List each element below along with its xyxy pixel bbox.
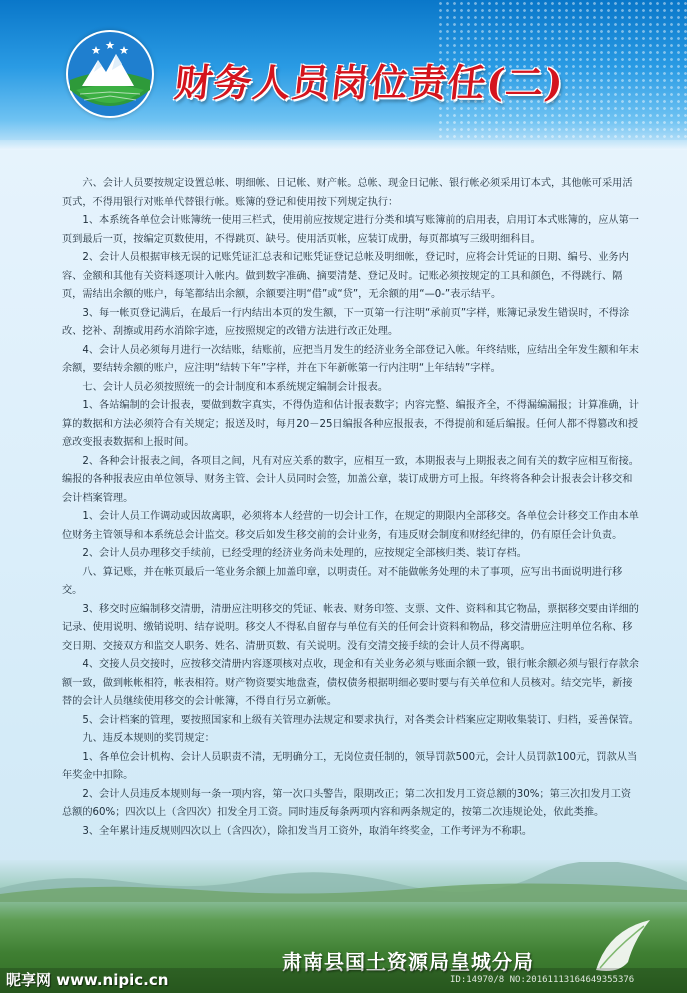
paragraph: 1、各单位会计机构、会计人员职责不清，无明确分工，无岗位责任制的，领导罚款500元，会计人员罚款100元，罚款从当年奖金中扣除。 (62, 751, 638, 781)
paragraph: 3、移交时应编制移交清册，清册应注明移交的凭证、帐表、财务印签、支票、文件、资料和其它物品，票据移交要由详细的记录、使用说明、缴销说明、结存说明。移交人不得私自留存与单位有关的任何会计资料和物品，移交清册应注明单位名称、移交日期、交接双方和监交人职务、姓名、清册页数、有关说明。没有交清交接手续的会计人员不得离职。 (62, 603, 639, 652)
paragraph: 七、会计人员必须按照统一的会计制度和本系统规定编制会计报表。 (82, 381, 389, 393)
paragraph: 六、会计人员要按规定设置总帐、明细帐、日记帐、财产帐。总帐、现金日记帐、银行帐必须采用订本式，其他帐可采用活页式，不得用银行对账单代替银行帐。账簿的登记和使用按下列规定执行： (62, 178, 633, 208)
paragraph: 2、各种会计报表之间，各项目之间，凡有对应关系的数字，应相互一致，本期报表与上期报表之间有关的数字应相互衔接。编报的各种报表应由单位领导、财务主管、会计人员同时会签，加盖公章，装订成册方可上报。年终将各种会计报表会计移交和会计档案管理。 (62, 455, 639, 504)
paragraph: 1、本系统各单位会计账簿统一使用三栏式，使用前应按规定进行分类和填写账簿前的启用表，启用订本式账簿的，应从第一页到最后一页，按编定页数使用，不得跳页、缺号。使用活页帐，应装订成册，每页都填写三级明细科目。 (62, 215, 639, 245)
paragraph: 3、全年累计违反规则四次以上（含四次），除扣发当月工资外，取消年终奖金，工作考评为不称职。 (82, 825, 533, 837)
distant-hills (0, 862, 687, 902)
paragraph: 1、会计人员工作调动或因故离职，必须将本人经营的一切会计工作，在规定的期限内全部移交。各单位会计移交工作由本单位财务主管领导和本系统总会计监交。移交后如发生移交前的会计业务，有违反财会制度和财经纪律的，仍有原任会计负责。 (62, 511, 639, 541)
paragraph: 4、会计人员必须每月进行一次结账，结账前，应把当月发生的经济业务全部登记入帐。年终结账，应结出全年发生额和年末余额，要结转余额的账户，应注明“结转下年”字样，并在下年新帐第一行内注明“上年结转”字样。 (62, 344, 639, 374)
paragraph: 5、会计档案的管理，要按照国家和上级有关管理办法规定和要求执行，对各类会计档案应定期收集装订、归档，妥善保管。 (82, 714, 639, 726)
header-banner (0, 0, 687, 150)
header-stripe (0, 140, 687, 150)
page-title: 财务人员岗位责任(二) (172, 60, 567, 105)
organization-name: 肃南县国土资源局皇城分局 (282, 950, 534, 974)
body-text (62, 175, 640, 841)
paragraph: 九、违反本规则的奖罚规定： (82, 733, 215, 744)
mountain-stars-logo (66, 30, 154, 118)
paragraph: 1、各站编制的会计报表，要做到数字真实，不得伪造和估计报表数字；内容完整、编报齐全，不得漏编漏报；计算准确，计算的数据和方法必须符合有关规定；报送及时，每月20－25日编报各种应报报表，不得提前和延后编报。任何人都不得篡改和授意改变报表数据和上报时间。 (62, 400, 639, 448)
watermark-id: ID:14970/8 NO:20161113164649355376 (450, 975, 635, 985)
paragraph: 2、会计人员违反本规则每一条一项内容，第一次口头警告，限期改正；第二次扣发月工资总额的30%；第三次扣发月工资总额的60%；四次以上（含四次）扣发全月工资。同时违反每条两项内容和两条规定的，按第二次违规论处，依此类推。 (62, 788, 632, 818)
paragraph: 4、交接人员交接时，应按移交清册内容逐项核对点收，现金和有关业务必须与账面余额一致，银行帐余额必须与银行存款余额一致，做到帐帐相符，帐表相符。财产物资要实地盘查，债权债务根据明细必要时要与有关单位和人员核对。结交完毕，新接替的会计人员继续使用移交的会计帐簿，不得自行另立新帐。 (62, 659, 639, 707)
paragraph: 2、会计人员办理移交手续前，已经受理的经济业务尚未处理的，应按规定全部核归类、装订存档。 (82, 548, 527, 559)
watermark-site: 昵享网 www.nipic.cn (6, 971, 169, 989)
paragraph: 3、每一帐页登记满后，在最后一行内结出本页的发生额，下一页第一行注明“承前页”字样，账簿记录发生错误时，不得涂改、挖补、刮擦或用药水消除字迹，应按照规定的改错方法进行改正处理。 (62, 307, 630, 337)
paragraph: 2、会计人员根据审核无误的记账凭证汇总表和记账凭证登记总帐及明细帐，登记时，应将会计凭证的日期、编号、业务内容、金额和其他有关资料逐项计入帐内。做到数字准确、摘要清楚、登记及时。记账必须按规定的工具和颜色，不得跳行、隔页，需结出余额的账户，每笔都结出余额，余额要注明“借”或“贷”，无余额的用“—0-”表示结平。 (62, 252, 629, 300)
paragraph: 八、算记账，并在帐页最后一笔业务余额上加盖印章，以明责任。对不能做帐务处理的未了事项，应写出书面说明进行移交。 (62, 566, 623, 596)
